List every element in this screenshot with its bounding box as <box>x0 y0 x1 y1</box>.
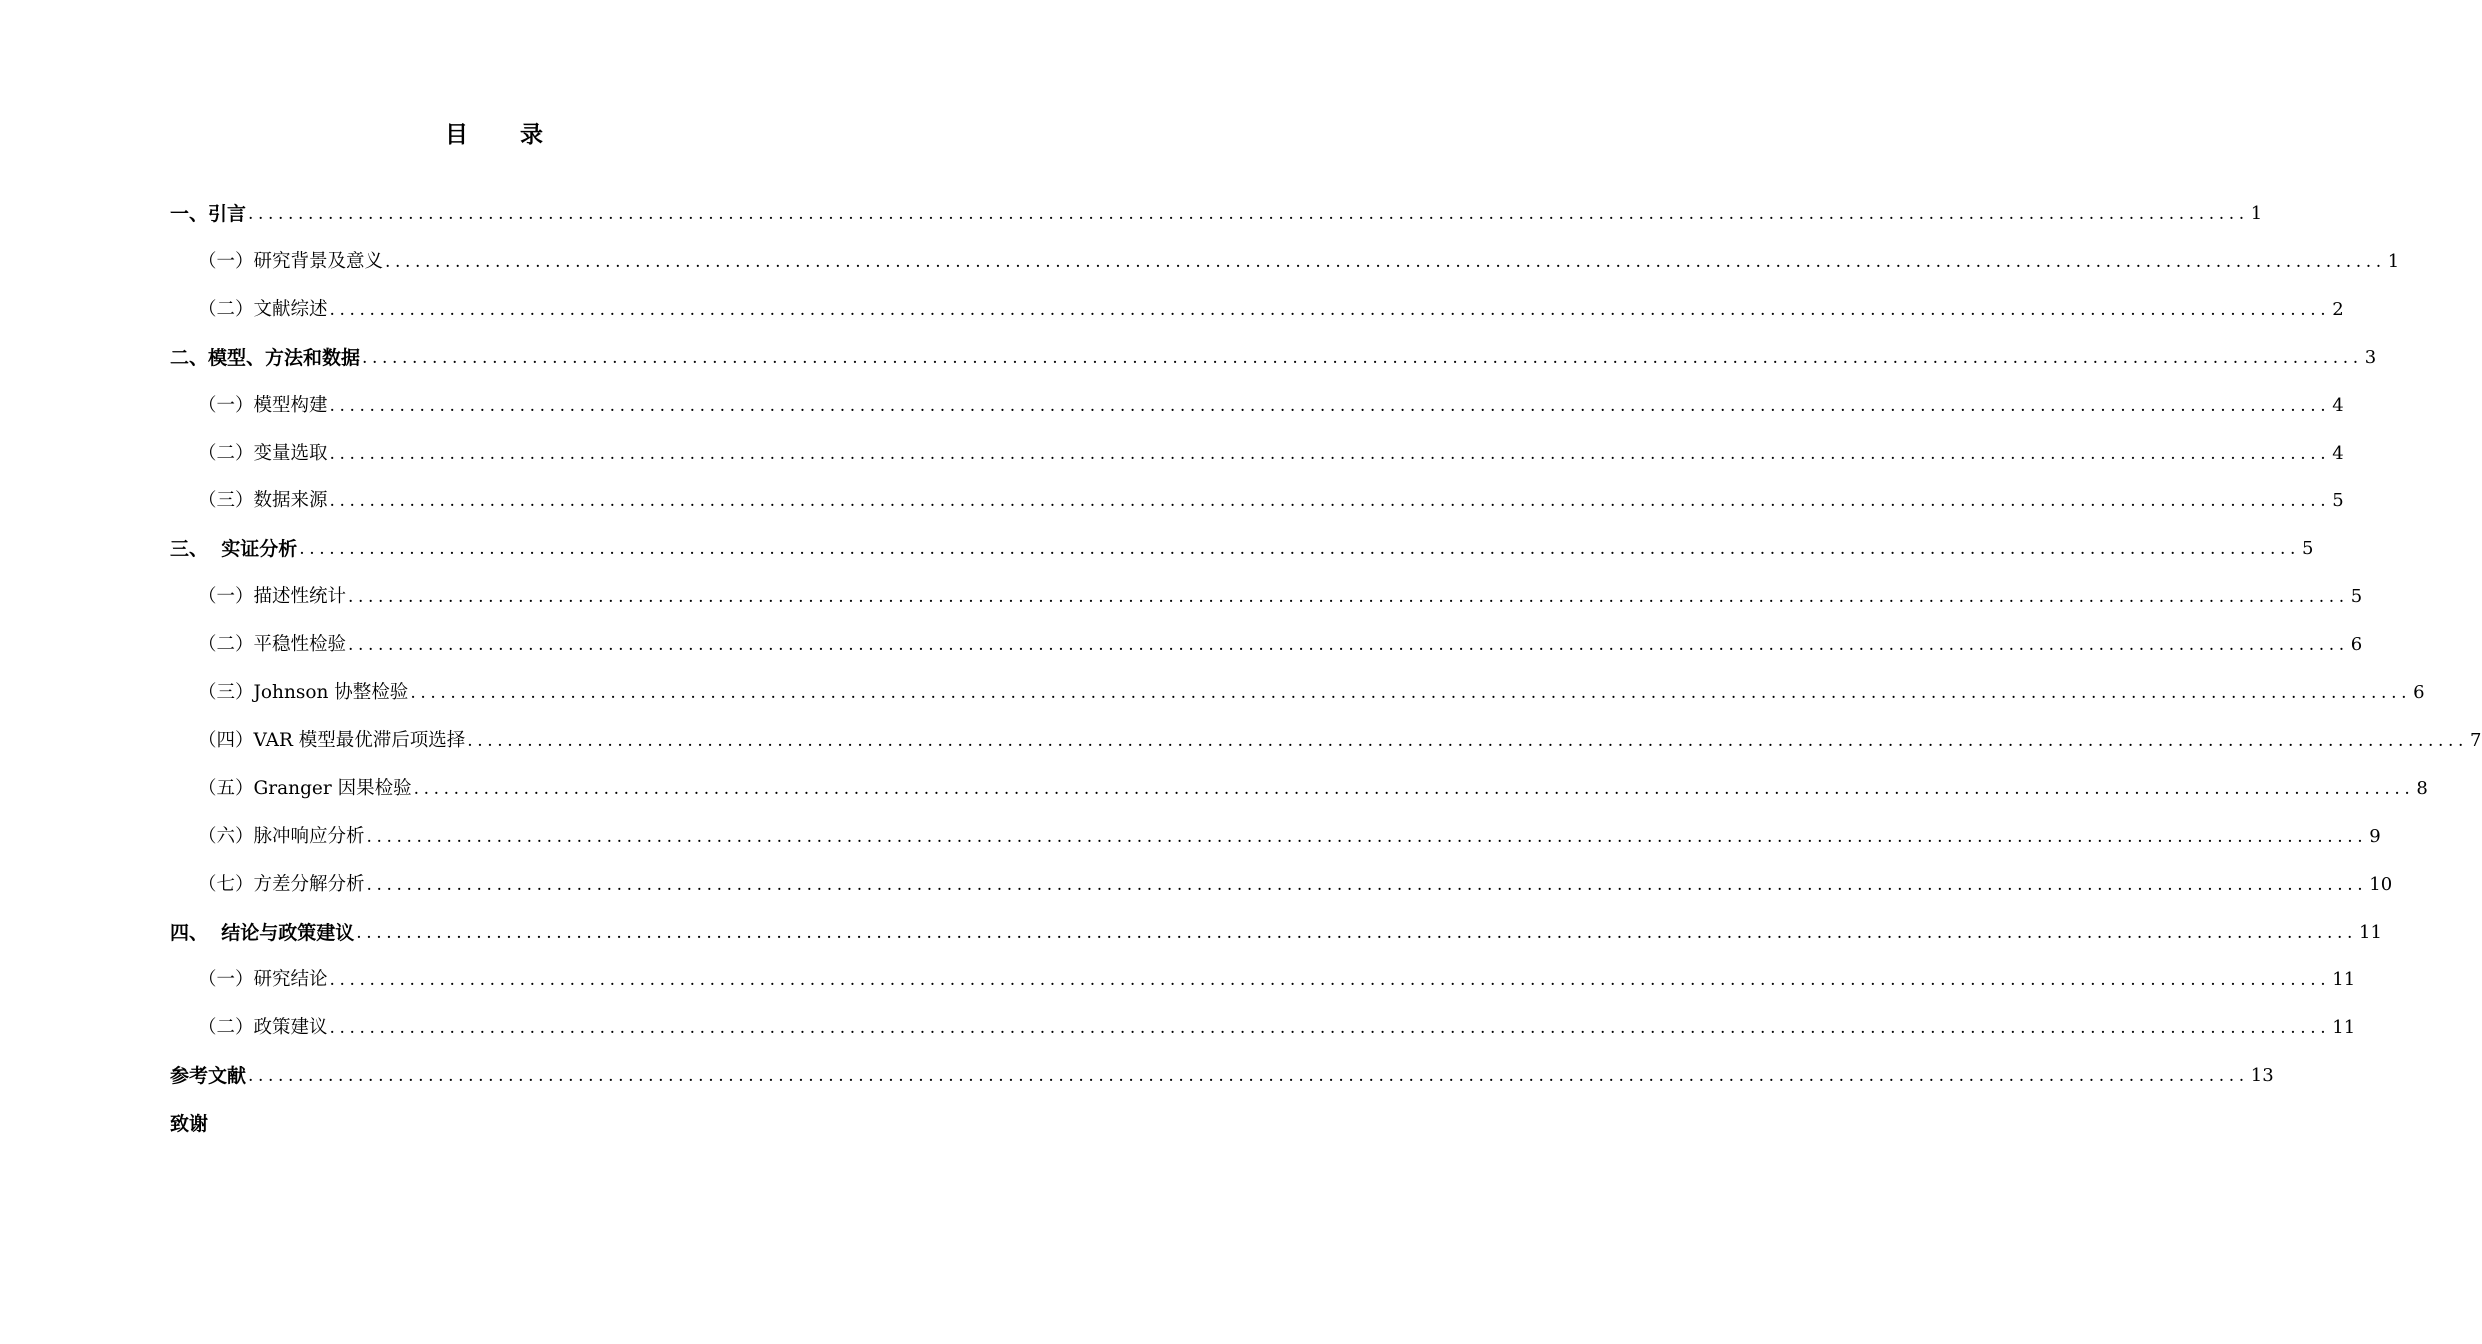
toc-dot-leader: ........................................................................................................................................................................................................ <box>248 204 2249 224</box>
toc-dot-leader: ........................................................................................................................................................................................................ <box>366 874 2368 895</box>
toc-page-number: 4 <box>2332 394 2344 416</box>
toc-entry-label: （一）模型构建 <box>198 394 328 416</box>
toc-entry-label: （七）方差分解分析 <box>198 873 365 895</box>
toc-section-entry[interactable] <box>170 629 2363 661</box>
toc-page-number: 9 <box>2369 825 2381 847</box>
toc-section-entry[interactable] <box>170 485 2344 517</box>
toc-entry-label: 四、 结论与政策建议 <box>170 921 355 944</box>
toc-page-number: 1 <box>2387 250 2400 272</box>
toc-page-number: 4 <box>2332 442 2344 464</box>
toc-page-number: 6 <box>2413 682 2425 703</box>
toc-entry-label: 一、引言 <box>170 203 247 225</box>
toc-dot-leader: ........................................................................................................................................................................................................ <box>467 730 2469 751</box>
toc-page-number: 10 <box>2369 873 2393 895</box>
toc-section-entry[interactable] <box>170 677 2425 709</box>
toc-section-entry[interactable] <box>170 246 2400 278</box>
toc-entry-label: 致谢 <box>170 1113 209 1136</box>
page-title: 目 录 <box>445 122 545 148</box>
toc-section-entry[interactable] <box>170 294 2344 326</box>
toc-page-number: 5 <box>2302 538 2314 560</box>
toc-page-number: 2 <box>2332 298 2344 320</box>
toc-page-number: 6 <box>2350 634 2363 656</box>
toc-page-number: 8 <box>2416 777 2428 799</box>
toc-dot-leader: ........................................................................................................................................................................................................ <box>329 299 2331 320</box>
toc-page-number: 11 <box>2359 921 2382 943</box>
toc-dot-leader: ........................................................................................................................................................................................................ <box>410 683 2412 703</box>
toc-dot-leader: ........................................................................................................................................................................................................ <box>362 347 2363 368</box>
toc-dot-leader: ........................................................................................................................................................................................................ <box>348 587 2349 608</box>
toc-section-entry[interactable] <box>170 964 2356 996</box>
toc-section-entry[interactable] <box>170 725 2482 757</box>
toc-dot-leader: ........................................................................................................................................................................................................ <box>248 1066 2249 1087</box>
toc-entry-label: 三、 实证分析 <box>170 538 298 561</box>
toc-page-number: 5 <box>2350 586 2363 608</box>
toc-dot-leader: ........................................................................................................................................................................................................ <box>385 251 2386 272</box>
toc-chapter-entry[interactable] <box>170 533 2314 565</box>
toc-entry-label: （三）Johnson 协整检验 <box>198 682 409 703</box>
toc-entry-label: 参考文献 <box>170 1065 247 1088</box>
toc-page-number: 11 <box>2332 969 2356 991</box>
toc-dot-leader: ........................................................................................................................................................................................................ <box>329 395 2331 416</box>
toc-chapter-entry[interactable] <box>170 1060 2274 1092</box>
toc-entry-label: （五）Granger 因果检验 <box>198 777 412 799</box>
toc-chapter-entry[interactable] <box>170 342 2377 374</box>
toc-dot-leader: ........................................................................................................................................................................................................ <box>348 635 2349 656</box>
toc-dot-leader: ........................................................................................................................................................................................................ <box>356 922 2357 943</box>
toc-chapter-entry[interactable] <box>170 198 2263 230</box>
toc-dot-leader: ........................................................................................................................................................................................................ <box>329 1018 2331 1039</box>
toc-page-number: 3 <box>2364 346 2377 368</box>
toc-section-entry[interactable] <box>170 821 2381 853</box>
toc-dot-leader: ........................................................................................................................................................................................................ <box>299 539 2300 560</box>
toc-entry-label: （二）文献综述 <box>198 298 328 320</box>
toc-section-entry[interactable] <box>170 438 2344 470</box>
toc-section-entry[interactable] <box>170 773 2428 805</box>
toc-entry-label: （一）描述性统计 <box>198 586 347 608</box>
toc-entry-label: （一）研究结论 <box>198 969 328 991</box>
toc-entry-label: （六）脉冲响应分析 <box>198 825 365 847</box>
toc-page-number: 5 <box>2332 490 2344 512</box>
toc-section-entry[interactable] <box>170 581 2363 613</box>
toc-page-number: 11 <box>2332 1017 2356 1039</box>
toc-entry-label: 二、模型、方法和数据 <box>170 346 361 369</box>
toc-dot-leader: ........................................................................................................................................................................................................ <box>413 778 2415 799</box>
toc-section-entry[interactable] <box>170 1012 2356 1044</box>
toc-entry-label: （二）变量选取 <box>198 442 328 464</box>
toc-entry-label: （二）平稳性检验 <box>198 634 347 656</box>
toc-section-entry[interactable] <box>170 869 2393 901</box>
toc-chapter-entry[interactable] <box>170 917 2382 949</box>
toc-page-number: 13 <box>2250 1065 2274 1087</box>
toc-entry-label: （三）数据来源 <box>198 490 328 512</box>
toc-entry-label: （一）研究背景及意义 <box>198 250 384 272</box>
toc-page-number: 7 <box>2470 729 2482 751</box>
toc-entry-label: （四）VAR 模型最优滞后项选择 <box>198 729 466 751</box>
toc-dot-leader: ........................................................................................................................................................................................................ <box>329 443 2331 464</box>
toc-section-entry[interactable] <box>170 390 2344 422</box>
toc-dot-leader: ........................................................................................................................................................................................................ <box>329 491 2331 512</box>
toc-dot-leader: ........................................................................................................................................................................................................ <box>329 970 2331 991</box>
toc-entry-label: （二）政策建议 <box>198 1017 328 1039</box>
toc-page-number: 1 <box>2250 203 2263 224</box>
toc-dot-leader: ........................................................................................................................................................................................................ <box>366 826 2368 847</box>
toc-chapter-entry[interactable] <box>170 1108 850 1140</box>
